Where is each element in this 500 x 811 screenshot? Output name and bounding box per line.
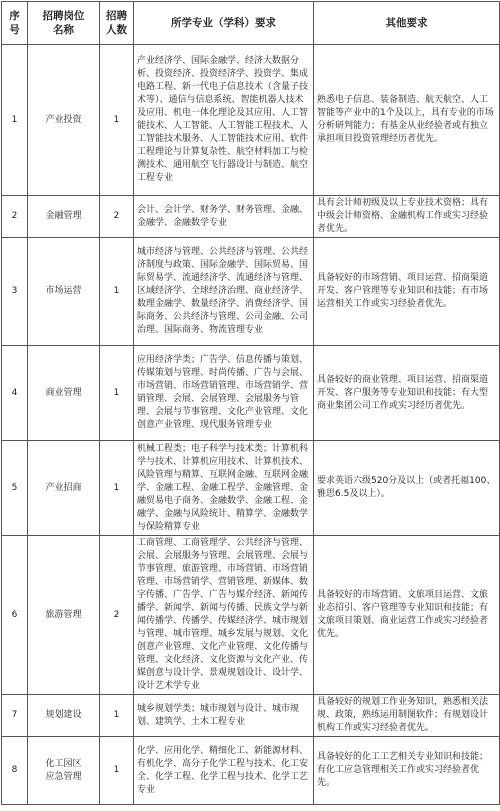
row-major: 产业经济学、国际金融学、经济大数据分析、投资经济、投资经济学、投资学、集成电路工程、新一代电子信息技术（含量子技术等）、通信与信息系统、智能机器人技术及应用、机电一体化理论及其应用、人工智能技术、人工智能、人工智能工程技术、人工智能技术服务、人工智能技术应用、软件工程理论与计算复杂性、航空材料加工与检测技术、通用航空飞行器设计与制造、航空工程专业 bbox=[134, 45, 314, 196]
header-other: 其他要求 bbox=[314, 2, 500, 45]
row-count: 2 bbox=[100, 196, 134, 238]
table-row bbox=[2, 346, 500, 441]
row-no: 8 bbox=[2, 737, 28, 805]
table-row bbox=[2, 196, 500, 238]
row-other: 具有会计师初级及以上专业技术资格；具有中级会计师资格、金融机构工作或实习经验者优先。 bbox=[314, 196, 500, 238]
row-major: 城乡规划学类；城市规划与设计、城市规划、建筑学、土木工程专业 bbox=[134, 695, 314, 737]
row-no: 7 bbox=[2, 695, 28, 737]
row-no: 3 bbox=[2, 238, 28, 346]
header-major: 所学专业（学科）要求 bbox=[134, 2, 314, 45]
header-row bbox=[2, 2, 500, 45]
row-no: 5 bbox=[2, 441, 28, 536]
row-position: 商业管理 bbox=[28, 346, 100, 441]
row-no: 1 bbox=[2, 45, 28, 196]
row-other: 具备较好的化工工艺相关专业知识和技能；有化工应急管理相关工作或实习经验者优先。 bbox=[314, 737, 500, 805]
row-position: 规划建设 bbox=[28, 695, 100, 737]
row-no: 4 bbox=[2, 346, 28, 441]
row-count: 1 bbox=[100, 45, 134, 196]
row-other: 具备较好的商业管理、项目运营、招商渠道开发、客户服务等专业知识和技能；有大型商业集团公司工作或实习经历者优先。 bbox=[314, 346, 500, 441]
row-count: 1 bbox=[100, 346, 134, 441]
header-position: 招聘岗位 名称 bbox=[28, 2, 100, 45]
row-count: 2 bbox=[100, 536, 134, 695]
row-position: 金融管理 bbox=[28, 196, 100, 238]
row-major: 应用经济学类；广告学、信息传播与策划、传媒策划与管理、时尚传播、广告与会展、市场营销、市场营销管理、市场营销学、营销管理、会展、会展管理、会展服务与管理、会展与节事管理、文化产业管理、文化创意产业管理、现代服务管理专业 bbox=[134, 346, 314, 441]
recruitment-table bbox=[1, 1, 500, 805]
row-major: 工商管理、工商管理学、公共经济与管理、会展、会展服务与管理、会展管理、会展与节事管理、旅游管理、市场营销、市场营销管理、市场营销学、营销管理、新媒体、数字传播、广告学、广告与媒介经济、新闻传播学、新闻学、新闻与传播、民族文学与新闻传播学、传播学、传媒经济学、城市规划与管理、城市管理、城乡发展与规划、文化创意产业管理、文化产业管理、文化传播与管理、文化经济、文化资源与文化产业、传媒创意与设计学、景观规划设计、设计学、设计艺术学专业 bbox=[134, 536, 314, 695]
row-position: 化工园区 应急管理 bbox=[28, 737, 100, 805]
row-no: 2 bbox=[2, 196, 28, 238]
row-other: 熟悉电子信息、装备制造、航天航空、人工智能等产业中的1个及以上，具有专业的市场分析研判能力；有基金从业经验者或有独立承担项目投资管理经历者优先。 bbox=[314, 45, 500, 196]
row-other: 具备较好的市场营销、项目运营、招商渠道开发、客户管理等专业知识和技能；有市场运营相关工作或实习经验者优先。 bbox=[314, 238, 500, 346]
row-position: 产业招商 bbox=[28, 441, 100, 536]
table-row bbox=[2, 695, 500, 737]
row-no: 6 bbox=[2, 536, 28, 695]
header-no: 序号 bbox=[2, 2, 28, 45]
row-position: 旅游管理 bbox=[28, 536, 100, 695]
row-count: 1 bbox=[100, 441, 134, 536]
table-row bbox=[2, 536, 500, 695]
row-count: 1 bbox=[100, 238, 134, 346]
table-row bbox=[2, 441, 500, 536]
row-count: 1 bbox=[100, 695, 134, 737]
row-major: 机械工程类；电子科学与技术类；计算机科学与技术、计算机应用技术、计算机技术、风险管理与精算、互联网金融、互联网金融学、金融工程、金融工程学、金融管理、金融贸易电子商务、金融数学、金融工程、金融学、金融与风险统计、精算学、金融数学与保险精算专业 bbox=[134, 441, 314, 536]
row-position: 市场运营 bbox=[28, 238, 100, 346]
row-other: 要求英语六级520分及以上（或者托福100、雅思6.5及以上）。 bbox=[314, 441, 500, 536]
row-major: 城市经济与管理、公共经济与管理、公共经济制度与政策、国际金融学、国际贸易、国际贸易学、流通经济学、流通经济与管理、区域经济学、全球经济治理、商业经济学、数理金融学、数量经济学、消费经济学、国际商务、公共经济与管理、公司金融、公司治理、国际商务、物流管理专业 bbox=[134, 238, 314, 346]
row-other: 具备较好的规划工作业务知识，熟悉相关法规、政策，熟练运用制图软件；有规划设计机构工作或实习经验者优先。 bbox=[314, 695, 500, 737]
row-major: 化学、应用化学、精细化工、新能源材料、有机化学、高分子化学工程与技术、化工安全、化学工程、化学工程与技术、化学工艺专业 bbox=[134, 737, 314, 805]
table-row bbox=[2, 737, 500, 805]
row-major: 会计、会计学、财务学、财务管理、金融、金融学、金融数学专业 bbox=[134, 196, 314, 238]
row-other: 具备较好的市场营销、文旅项目运营、文旅业态招引、客户管理等专业知识和技能；有文旅项目策划、商业运营工作或实习经验者优先。 bbox=[314, 536, 500, 695]
table-row bbox=[2, 238, 500, 346]
table-row bbox=[2, 45, 500, 196]
row-count: 1 bbox=[100, 737, 134, 805]
row-position: 产业投资 bbox=[28, 45, 100, 196]
header-count: 招聘 人数 bbox=[100, 2, 134, 45]
